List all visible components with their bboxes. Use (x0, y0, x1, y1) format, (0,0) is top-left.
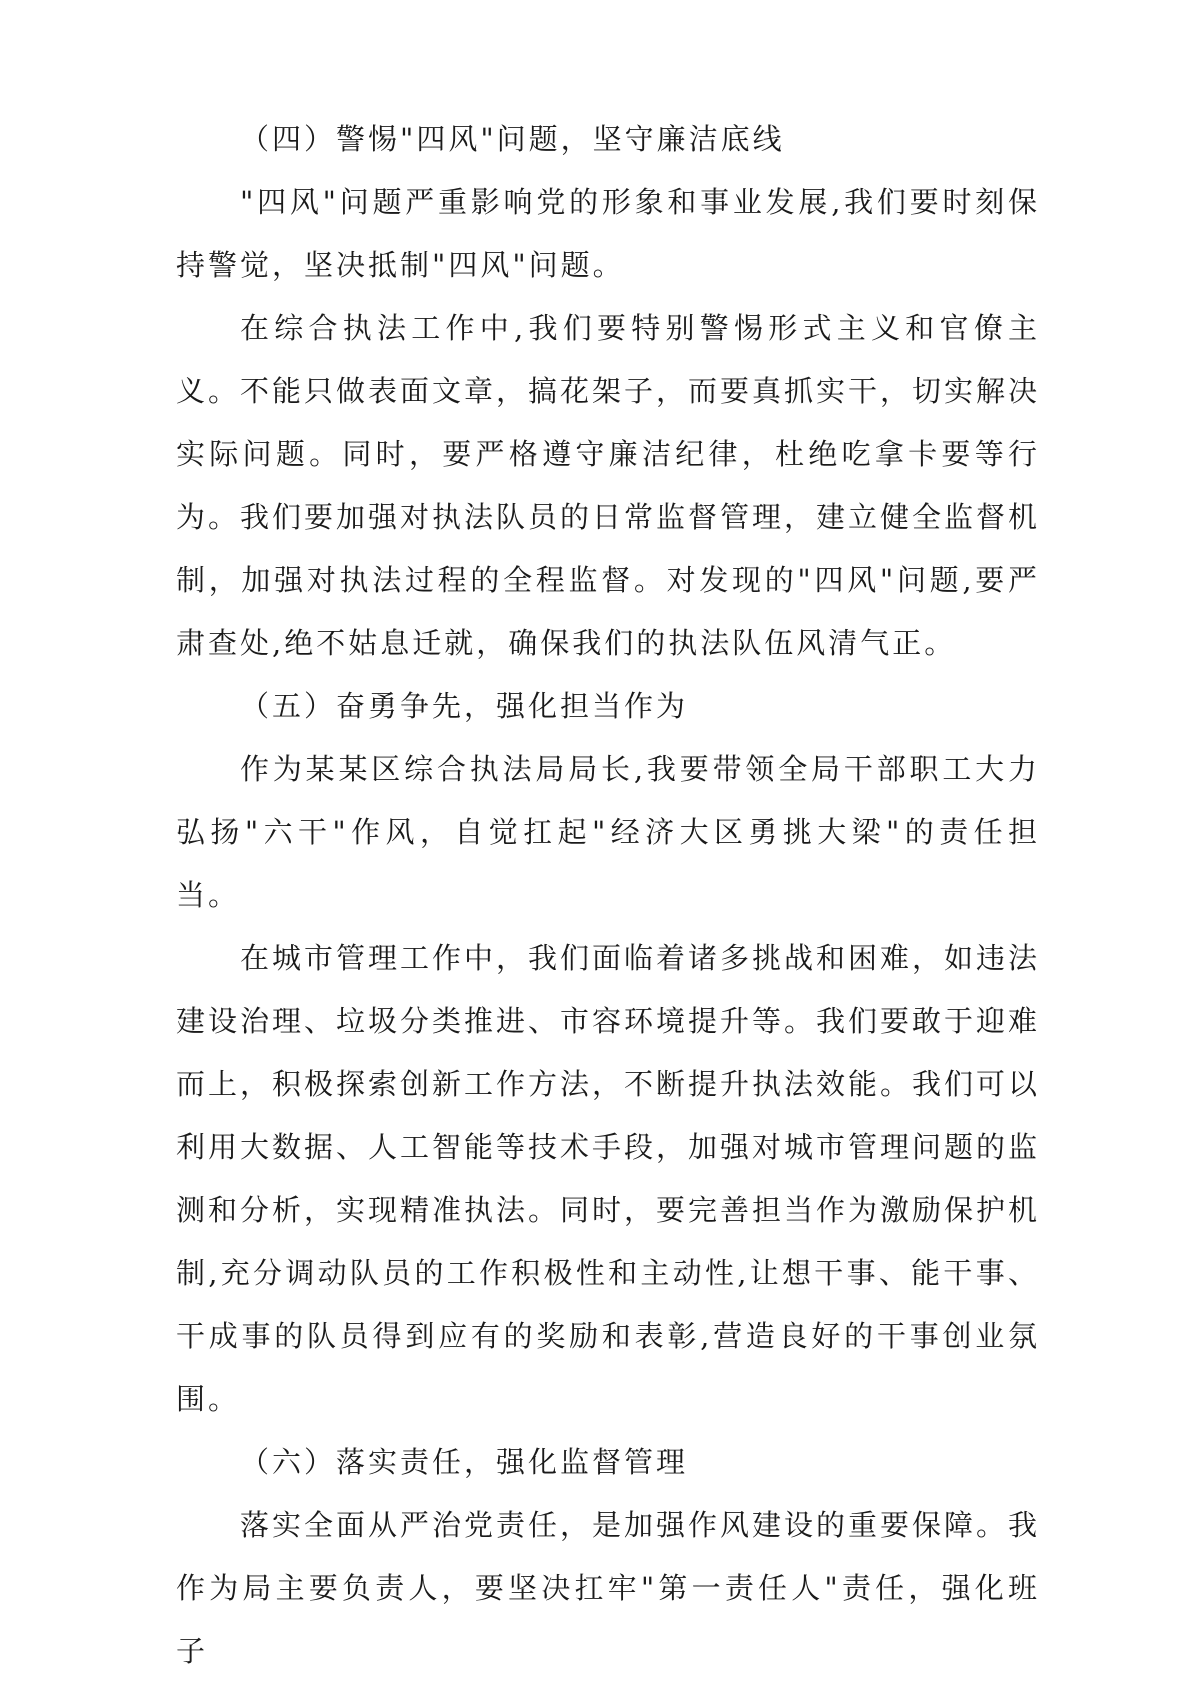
section-heading-4: （四）警惕"四风"问题，坚守廉洁底线 (240, 122, 785, 156)
section-heading-5: （五）奋勇争先，强化担当作为 (240, 689, 689, 723)
paragraph: 落实全面从严治党责任，是加强作风建设的重要保障。我作为局主要负责人，要坚决扛牢"第一责任人"责任，强化班子 (176, 1508, 1041, 1668)
paragraph: 在城市管理工作中，我们面临着诸多挑战和困难，如违法建设治理、垃圾分类推进、市容环境提升等。我们要敢于迎难而上，积极探索创新工作方法，不断提升执法效能。我们可以利用大数据、人工智能等技术手段，加强对城市管理问题的监测和分析，实现精准执法。同时，要完善担当作为激励保护机制,充分调动队员的工作积极性和主动性,让想干事、能干事、干成事的队员得到应有的奖励和表彰,营造良好的干事创业氛围。 (176, 941, 1041, 1416)
document-body (176, 108, 1040, 1683)
paragraph: "四风"问题严重影响党的形象和事业发展,我们要时刻保持警觉，坚决抵制"四风"问题。 (176, 185, 1040, 282)
paragraph: 在综合执法工作中,我们要特别警惕形式主义和官僚主义。不能只做表面文章，搞花架子，而要真抓实干，切实解决实际问题。同时，要严格遵守廉洁纪律，杜绝吃拿卡要等行为。我们要加强对执法队员的日常监督管理，建立健全监督机制，加强对执法过程的全程监督。对发现的"四风"问题,要严肃查处,绝不姑息迁就，确保我们的执法队伍风清气正。 (176, 311, 1041, 660)
paragraph: 作为某某区综合执法局局长,我要带领全局干部职工大力弘扬"六干"作风，自觉扛起"经济大区勇挑大梁"的责任担当。 (176, 752, 1040, 912)
section-heading-6: （六）落实责任，强化监督管理 (240, 1445, 689, 1479)
